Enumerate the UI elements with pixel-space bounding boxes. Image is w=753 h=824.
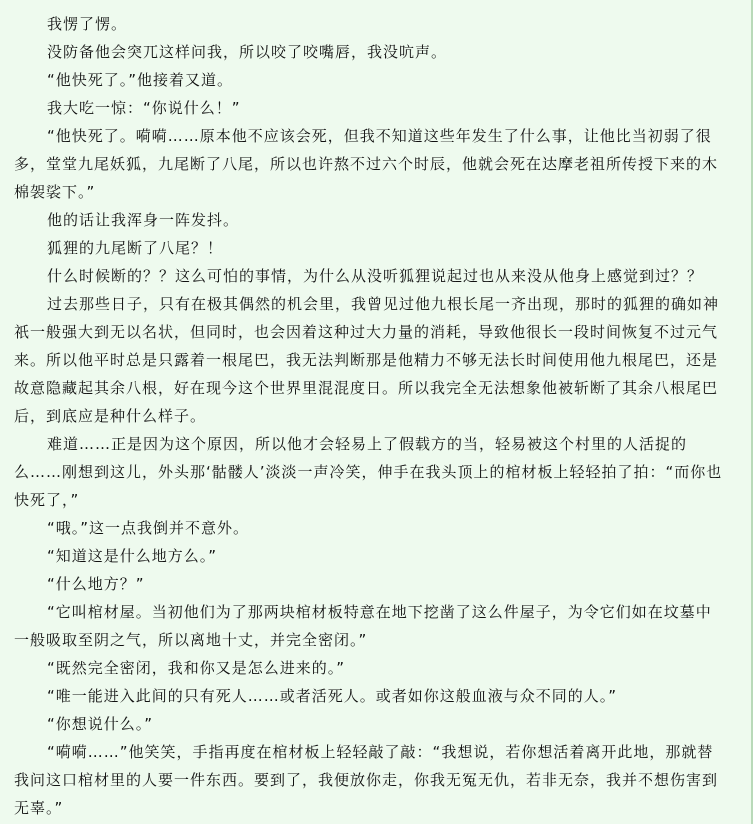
paragraph: 没防备他会突兀这样问我，所以咬了咬嘴唇，我没吭声。 [47, 43, 448, 61]
paragraph: 过去那些日子，只有在极其偶然的机会里，我曾见过他九根长尾一齐出现，那时的狐狸的确如神祇一般强大到无以名状，但同时，也会因着这种过大力量的消耗，导致他很长一段时间恢复不过元气来。所以他平时总是只露着一根尾巴，我无法判断那是他精力不够无法长时间使用他九根尾巴，还是故意隐藏起其余八根，好在现今这个世界里混混度日。所以我完全无法想象他被斩断了其余八根尾巴后，到底应是种什么样子。 [14, 295, 720, 425]
paragraph: 他的话让我浑身一阵发抖。 [47, 211, 240, 229]
paragraph: “知道这是什么地方么。” [47, 547, 218, 565]
paragraph: “唯一能进入此间的只有死人……或者活死人。或者如你这般血液与众不同的人。” [47, 687, 618, 705]
paragraph: “你想说什么。” [47, 715, 154, 733]
paragraph: 我愣了愣。 [47, 15, 128, 33]
paragraph: “哦。”这一点我倒并不意外。 [47, 519, 250, 537]
paragraph: 什么时候断的？？这么可怕的事情，为什么从没听狐狸说起过也从来没从他身上感觉到过？？ [47, 267, 704, 285]
paragraph: “他快死了。”他接着又道。 [47, 71, 234, 89]
paragraph: “他快死了。嗬嗬……原本他不应该会死，但我不知道这些年发生了什么事，让他比当初弱了很多，堂堂九尾妖狐，九尾断了八尾，所以也许熬不过六个时辰，他就会死在达摩老祖所传授下来的木棉袈裟下。” [14, 127, 719, 201]
paragraph: “什么地方？” [47, 575, 145, 593]
paragraph: 难道……正是因为这个原因，所以他才会轻易上了假载方的当，轻易被这个村里的人活捉的么……刚想到这儿，外头那‘骷髅人’淡淡一声冷笑，伸手在我头顶上的棺材板上轻轻拍了拍：“而你也快死了，” [14, 435, 723, 509]
paragraph: “它叫棺材屋。当初他们为了那两块棺材板特意在地下挖凿了这么件屋子，为令它们如在坟墓中一般吸取至阴之气，所以离地十丈，并完全密闭。” [14, 603, 712, 649]
paragraph: “嗬嗬……”他笑笑，手指再度在棺材板上轻轻敲了敲：“我想说，若你想活着离开此地，那就替我问这口棺材里的人要一件东西。要到了，我便放你走，你我无冤无仇，若非无奈，我并不想伤害到无辜。” [14, 743, 719, 817]
paragraph: “既然完全密闭，我和你又是怎么进来的。” [47, 659, 346, 677]
paragraph: 我大吃一惊：“你说什么！” [47, 99, 241, 117]
paragraph: 狐狸的九尾断了八尾？！ [47, 239, 224, 257]
